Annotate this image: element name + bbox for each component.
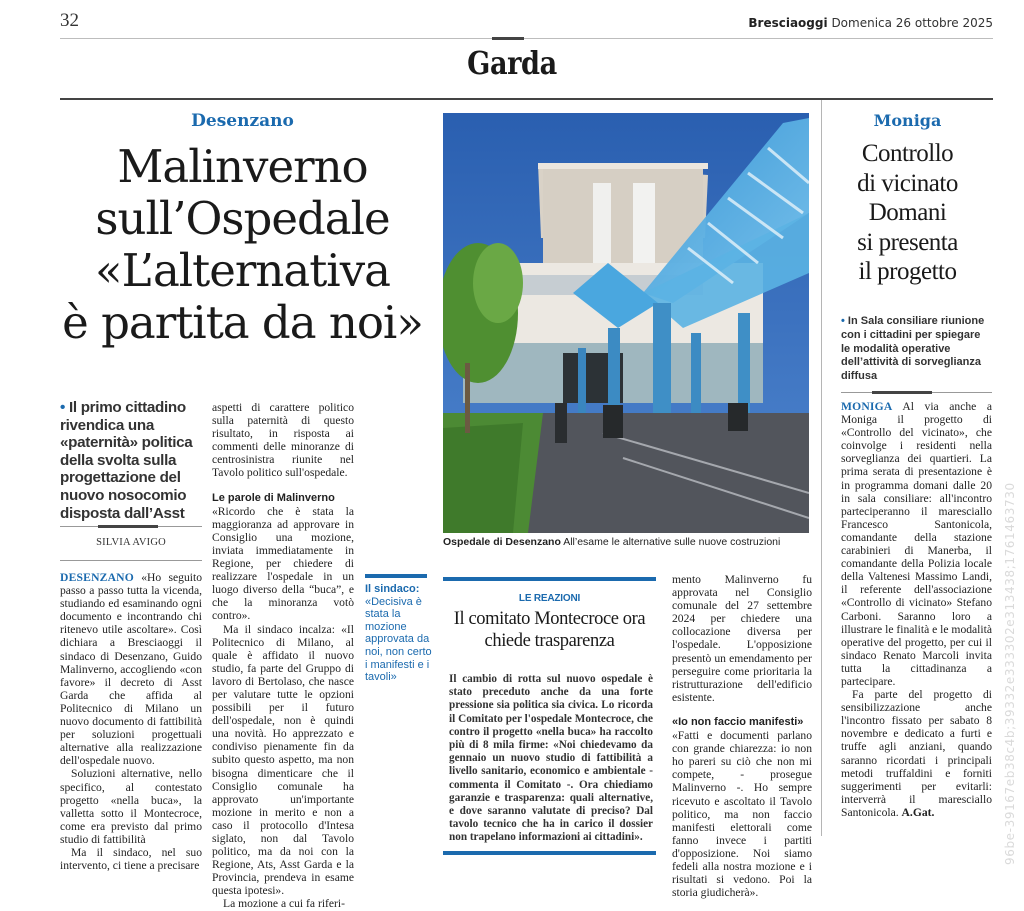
article-standfirst — [60, 399, 200, 522]
reactions-rule-bottom — [443, 851, 656, 855]
headline-line: «L’alternativa — [95, 244, 390, 297]
reactions-rule-top — [443, 577, 656, 581]
headline-line: Domani — [868, 199, 947, 226]
side-article-headline — [822, 139, 993, 287]
page-number: 32 — [60, 10, 79, 31]
paragraph: mento Malinverno fu approvata nel Consiglio comunale del 27 settembre 2024 per chiedere una collocazione diversa per l'ospedale. L'opposizione presentò un emendamento per perseguire come prioritaria la ristrutturazione dell'edificio esistente. — [672, 573, 812, 704]
headline-line: Malinverno — [117, 140, 368, 193]
paragraph: aspetti di carattere politico sulla paternità di questo risultato, in risposta ai commenti delle minoranze di centrosinistra riunite nel Tavolo politico sull'ospedale. — [212, 401, 354, 480]
side-article-standfirst — [841, 315, 991, 384]
paragraph: La mozione a cui fa riferi- — [223, 897, 345, 911]
article-column-1 — [60, 571, 202, 872]
paragraph: «Fatti e documenti parlano con grande chiarezza: io non ho pareri su ciò che non mi compete, - prosegue Malinverno -. Ho sempre ricevuto e ascoltato il Tavolo politico, ma non faccio manifesti elettorali come fanno invece i partiti d'opposizione. Noi siamo fedeli alla nostra mozione e i risultati si vedono. Poi la storia giudicherà». — [672, 729, 812, 900]
subheading: Le parole di Malinverno — [212, 491, 335, 504]
headline-line: sull’Ospedale — [95, 192, 390, 245]
side-rule-accent — [872, 391, 932, 394]
paragraph-text: «Ho seguito passo a passo tutta la vicenda, studiando ed esaminando ogni documento e incontrando chi ritenevo utile ascoltare». Così dichiara a Bresciaoggi il sindaco di Desenzano, Guido Malinverno, accogliendo «con favore» il decreto di Asst Garda che affida al Politecnico di Milano un nuovo documento di fattibilità per soluzioni progettuali alternative alla realizzazione dell'ospedale nuovo. — [60, 571, 202, 768]
reactions-body: Il cambio di rotta sul nuovo ospedale è stato preceduto anche da una forte pressione sia politica sia civica. Lo ricorda il Comitato per l'ospedale Montecroce, che contro il progetto «nella buca» ha raccolto più di 8 mila firme: «Noi chiedevamo da gennaio un nuovo studio di fattibilità a livello sanitario, economico e ambientale - commenta il Comitato -. Ora chiediamo garanzie e trasparenza: quali alternative, e dove saranno valutate di preciso? Dal tavolo tecnico che ha in carico il dossier non trapelano informazioni ai cittadini». — [449, 673, 653, 844]
headline-line: si presenta — [857, 228, 958, 256]
headline-line: è partita da noi» — [62, 296, 423, 349]
article-kicker: Desenzano — [191, 111, 294, 131]
standfirst-text: Il primo cittadino rivendica una «paternità» politica della svolta sulla progettazione del nuovo nosocomio disposta dall’Asst — [60, 399, 193, 522]
byline-rule — [60, 560, 202, 561]
author-signature: A.Gat. — [901, 805, 935, 819]
issue-date: Domenica 26 ottobre 2025 — [831, 16, 993, 30]
side-article-kicker: Moniga — [873, 111, 942, 130]
dateline: MONIGA — [841, 400, 893, 413]
hospital-photo-illustration — [443, 113, 809, 533]
section-title: Garda — [467, 44, 557, 82]
section-rule — [60, 98, 993, 100]
dateline: DESENZANO — [60, 571, 134, 584]
standfirst-text: In Sala consiliare riunione con i cittadini per spiegare le modalità operative dell’attività di sorveglianza diffusa — [841, 315, 985, 383]
paragraph — [841, 688, 992, 819]
bullet-icon: • — [841, 315, 848, 327]
paragraph — [60, 571, 202, 767]
caption-text: All’esame le alternative sulle nuove costruzioni — [563, 536, 781, 548]
article-photo — [443, 113, 809, 533]
pullquote — [365, 583, 435, 684]
paragraph: Ma il sindaco incalza: «Il Politecnico di Milano, al quale è affidato il nuovo studio, fa parte del Gruppo di lavoro di Bertolaso, che nasce per valutare tutte le opzioni possibili per il futuro dell'ospedale, non è quindi una novità. Ho apprezzato e condiviso pienamente fin da subito questo aspetto, ma non bisogna dimenticare che il Consiglio comunale ha approvato un'importante mozione in merito e non a caso il protocollo d'Intesa siglato, non dal Tavolo politico, ma da noi con la Regione, Ats, Asst Garda e la Provincia, prendeva in esame questa ipotesi». — [212, 622, 354, 898]
paragraph-text: Fa parte del progetto di sensibilizzazione anche l'incontro fissato per sabato 8 novembre e dedicato a furti e truffe agli anziani, quando saranno ricordati i principali metodi truffaldini e forniti suggerimenti per evitarli: interverrà il maresciallo Santonicola. — [841, 688, 992, 819]
watermark: 96be-39167eb38c4b;39332e333302e313438;1761463730 — [1003, 482, 1017, 865]
reactions-title: Il comitato Montecroce ora chiede trasparenza — [453, 609, 646, 651]
headline-line: il progetto — [858, 258, 957, 285]
article-column-2 — [212, 401, 354, 911]
bullet-icon: • — [60, 399, 69, 416]
header-rule — [60, 38, 993, 39]
publication-name: Bresciaoggi — [748, 16, 828, 30]
byline-rule-accent — [98, 525, 158, 528]
pullquote-text: «Decisiva è stata la mozione approvata da noi, non certo i manifesti e i tavoli» — [365, 595, 432, 684]
subheading: «Io non faccio manifesti» — [672, 715, 804, 728]
headline-line: di vicinato — [857, 169, 958, 197]
article-headline — [60, 141, 425, 349]
article-column-3 — [672, 573, 812, 899]
paragraph-text: Al via anche a Moniga il progetto di «Controllo del vicinato», che coinvolge i residenti nella sorveglianza dei quartieri. La prima serata di presentazione è in programma domani dalle 20 in sala consiliare: all'incontro parteciperanno il maresciallo Francesco Santonicola, comandante della stazione carabinieri di Manerba, il comandante della Polizia locale della Valtenesi Massimo Landi, il referente dell'associazione «Controllo di vicinato» Stefano Carboni. Saranno loro a illustrare le finalità e le modalità operative del progetto, per cui il sindaco Renato Marcoli invita tutta la cittadinanza a partecipare. — [841, 400, 992, 688]
headline-line: Controllo — [861, 140, 954, 167]
paragraph: «Ricordo che è stata la maggioranza ad approvare in Consiglio una mozione, inviata immediatamente in Regione, per chiedere di realizzare l'ospedale in un luogo diverso della “buca”, e che la minoranza votò contro». — [212, 504, 354, 623]
paragraph: Ma il sindaco, nel suo intervento, ci tiene a precisare — [60, 845, 202, 873]
side-article-body — [841, 400, 992, 819]
byline: SILVIA AVIGO — [96, 537, 166, 548]
masthead — [748, 16, 993, 30]
pullquote-label: Il sindaco: — [365, 583, 420, 595]
caption-title: Ospedale di Desenzano — [443, 536, 561, 548]
paragraph: Soluzioni alternative, nello specifico, al contestato progetto «nella buca», la valletta sotto il Montecroce, come era previsto dal primo studio di fattibilità — [60, 767, 202, 846]
header-rule-accent — [492, 37, 524, 40]
photo-caption — [443, 536, 823, 548]
pullquote-rule — [365, 574, 427, 578]
reactions-kicker: LE REAZIONI — [518, 593, 581, 604]
paragraph — [841, 400, 992, 688]
